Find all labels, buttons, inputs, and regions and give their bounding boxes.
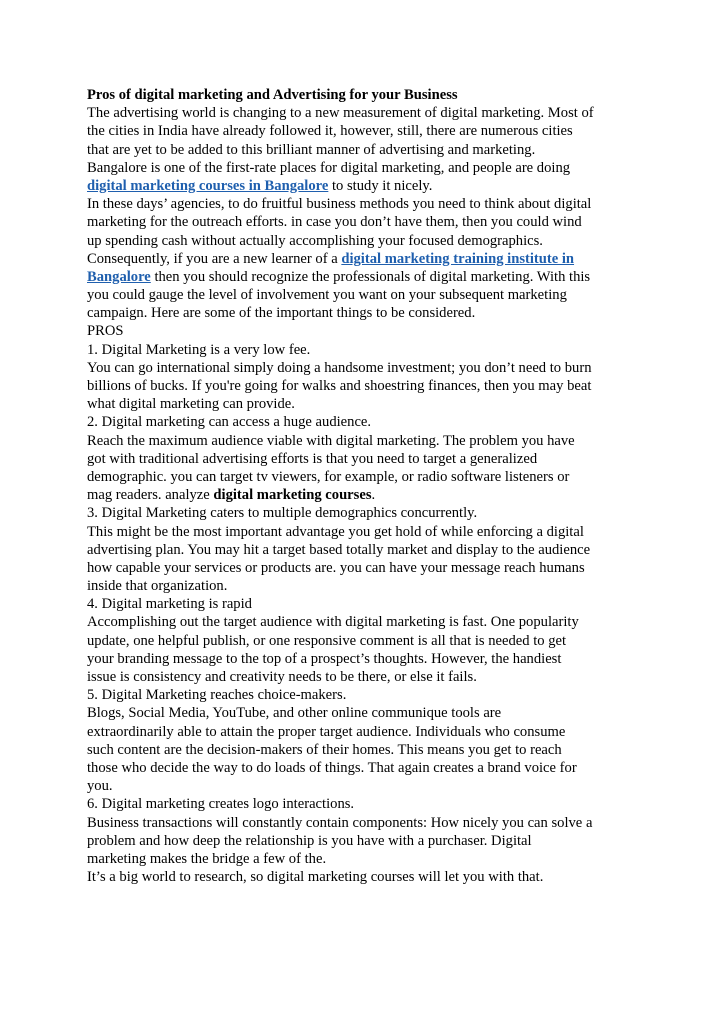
text-line: Reach the maximum audience viable with digital marketing. The problem you have <box>87 432 575 449</box>
text-line: The advertising world is changing to a new measurement of digital marketing. Most of <box>87 105 594 122</box>
text-line: those who decide the way to do loads of things. That again creates a brand voice for <box>87 759 577 776</box>
text-line: you could gauge the level of involvement you want on your subsequent marketing <box>87 287 567 304</box>
text-span: Consequently, if you are a new learner of a <box>87 250 342 267</box>
training-institute-link[interactable]: digital marketing training institute in <box>341 250 575 267</box>
text-span: to study it nicely. <box>328 177 433 194</box>
text-line <box>87 486 647 504</box>
text-line: got with traditional advertising efforts is that you need to target a generalized <box>87 450 538 467</box>
pros-item-title: 5. Digital Marketing reaches choice-makers. <box>87 687 347 704</box>
text-line: marketing for the outreach efforts. in case you don’t have them, then you could wind <box>87 214 582 231</box>
text-line: up spending cash without actually accomplishing your focused demographics. <box>87 232 543 249</box>
closing-line: It’s a big world to research, so digital marketing courses will let you with that. <box>87 869 544 886</box>
text-line: Blogs, Social Media, YouTube, and other online communique tools are <box>87 705 502 722</box>
text-span: mag readers. analyze <box>87 487 214 504</box>
text-line: how capable your services or products are. you can have your message reach humans <box>87 559 585 576</box>
text-span: then you should recognize the professionals of digital marketing. With this <box>150 268 591 285</box>
text-line: demographic. you can target tv viewers, for example, or radio software listeners or <box>87 468 570 485</box>
text-line: problem and how deep the relationship is you have with a purchaser. Digital <box>87 832 532 849</box>
text-line: the cities in India have already followed it, however, still, there are numerous cities <box>87 123 573 140</box>
pros-item-title: 3. Digital Marketing caters to multiple demographics concurrently. <box>87 505 478 522</box>
text-line: In these days’ agencies, to do fruitful business methods you need to think about digital <box>87 196 592 213</box>
text-line: extraordinarily able to attain the proper target audience. Individuals who consume <box>87 723 566 740</box>
pros-item-title: 1. Digital Marketing is a very low fee. <box>87 341 311 358</box>
text-line: marketing makes the bridge a few of the. <box>87 850 327 867</box>
document-page <box>87 86 647 886</box>
text-line <box>87 268 647 286</box>
pros-item-title: 6. Digital marketing creates logo interactions. <box>87 796 355 813</box>
text-line: Business transactions will constantly contain components: How nicely you can solve a <box>87 814 593 831</box>
text-line <box>87 177 647 195</box>
text-line: advertising plan. You may hit a target based totally market and display to the audience <box>87 541 591 558</box>
pros-heading: PROS <box>87 323 124 340</box>
bold-keyword: digital marketing courses <box>213 487 372 504</box>
text-line: update, one helpful publish, or one responsive comment is all that is needed to get <box>87 632 567 649</box>
training-institute-link-continued[interactable]: Bangalore <box>87 268 151 285</box>
text-line: inside that organization. <box>87 578 228 595</box>
text-span: . <box>371 487 376 504</box>
text-line: you. <box>87 778 113 795</box>
pros-item-title: 4. Digital marketing is rapid <box>87 596 252 613</box>
text-line: such content are the decision-makers of their homes. This means you get to reach <box>87 741 562 758</box>
text-line: that are yet to be added to this brilliant manner of advertising and marketing. <box>87 141 536 158</box>
pros-item-title: 2. Digital marketing can access a huge audience. <box>87 414 372 431</box>
text-line: billions of bucks. If you're going for walks and shoestring finances, then you may beat <box>87 378 592 394</box>
text-line <box>87 250 647 268</box>
text-line: what digital marketing can provide. <box>87 396 295 413</box>
document-title: Pros of digital marketing and Advertising for your Business <box>87 87 458 103</box>
text-line: your branding message to the top of a prospect’s thoughts. However, the handiest <box>87 650 562 667</box>
courses-in-bangalore-link[interactable]: digital marketing courses in Bangalore <box>87 177 329 194</box>
text-line: Bangalore is one of the first-rate places for digital marketing, and people are doing <box>87 159 571 176</box>
text-line: You can go international simply doing a handsome investment; you don’t need to burn <box>87 359 592 376</box>
text-line: issue is consistency and creativity needs to be there, or else it fails. <box>87 669 477 685</box>
text-line: Accomplishing out the target audience with digital marketing is fast. One popularity <box>87 614 579 631</box>
text-line: This might be the most important advantage you get hold of while enforcing a digital <box>87 523 584 540</box>
text-line: campaign. Here are some of the important things to be considered. <box>87 305 476 322</box>
